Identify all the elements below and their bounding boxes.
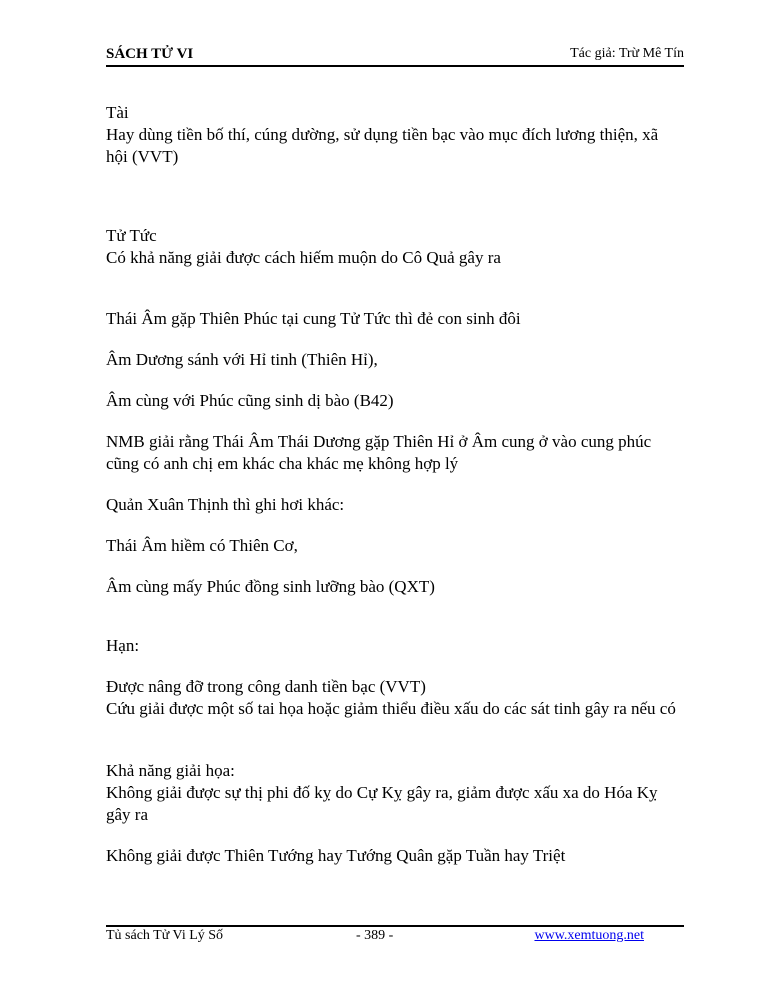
paragraph: Âm cùng mấy Phúc đồng sinh lưỡng bào (QXT) xyxy=(106,577,435,596)
paragraph: Không giải được sự thị phi đố kỵ do Cự Kỵ gây ra, giảm được xấu xa do Hóa Kỵ gây ra xyxy=(106,783,658,824)
section-heading-han: Hạn: xyxy=(106,636,140,655)
section-heading-kha-nang-giai-hoa: Khả năng giải họa: xyxy=(106,761,235,780)
paragraph: Không giải được Thiên Tướng hay Tướng Quân gặp Tuần hay Triệt xyxy=(106,846,566,865)
paragraph: Âm Dương sánh với Hỉ tinh (Thiên Hỉ), xyxy=(106,350,378,369)
paragraph: Thái Âm hiềm có Thiên Cơ, xyxy=(106,536,298,555)
website-link[interactable]: www.xemtuong.net xyxy=(534,928,644,943)
paragraph: Hay dùng tiền bố thí, cúng dường, sử dụng tiền bạc vào mục đích lương thiện, xã hội (VVT) xyxy=(106,125,659,166)
page-body xyxy=(106,102,684,867)
paragraph: NMB giải rằng Thái Âm Thái Dương gặp Thiên Hỉ ở Âm cung ở vào cung phúc cũng có anh chị em khác cha khác mẹ không hợp lý xyxy=(106,432,652,473)
page-header xyxy=(106,44,684,66)
paragraph: Thái Âm gặp Thiên Phúc tại cung Tử Tức thì đẻ con sinh đôi xyxy=(106,309,521,328)
footer-series-title: Tủ sách Tử Vi Lý Số xyxy=(106,928,224,943)
page-footer xyxy=(106,928,684,948)
book-title: SÁCH TỬ VI xyxy=(106,46,194,62)
footer-divider xyxy=(106,925,684,927)
page-number: - 389 - xyxy=(356,928,394,943)
section-heading-tai: Tài xyxy=(106,103,129,122)
paragraph: Quản Xuân Thịnh thì ghi hơi khác: xyxy=(106,495,345,514)
paragraph: Có khả năng giải được cách hiếm muộn do Cô Quả gây ra xyxy=(106,248,501,267)
paragraph: Cứu giải được một số tai họa hoặc giảm thiểu điều xấu do các sát tinh gây ra nếu có xyxy=(106,699,676,718)
author-line: Tác giả: Trừ Mê Tín xyxy=(570,46,684,61)
paragraph: Được nâng đỡ trong công danh tiền bạc (VVT) xyxy=(106,677,426,696)
section-heading-tu-tuc: Tử Tức xyxy=(106,226,157,245)
header-divider xyxy=(106,65,684,67)
paragraph: Âm cùng với Phúc cũng sinh dị bào (B42) xyxy=(106,391,394,410)
